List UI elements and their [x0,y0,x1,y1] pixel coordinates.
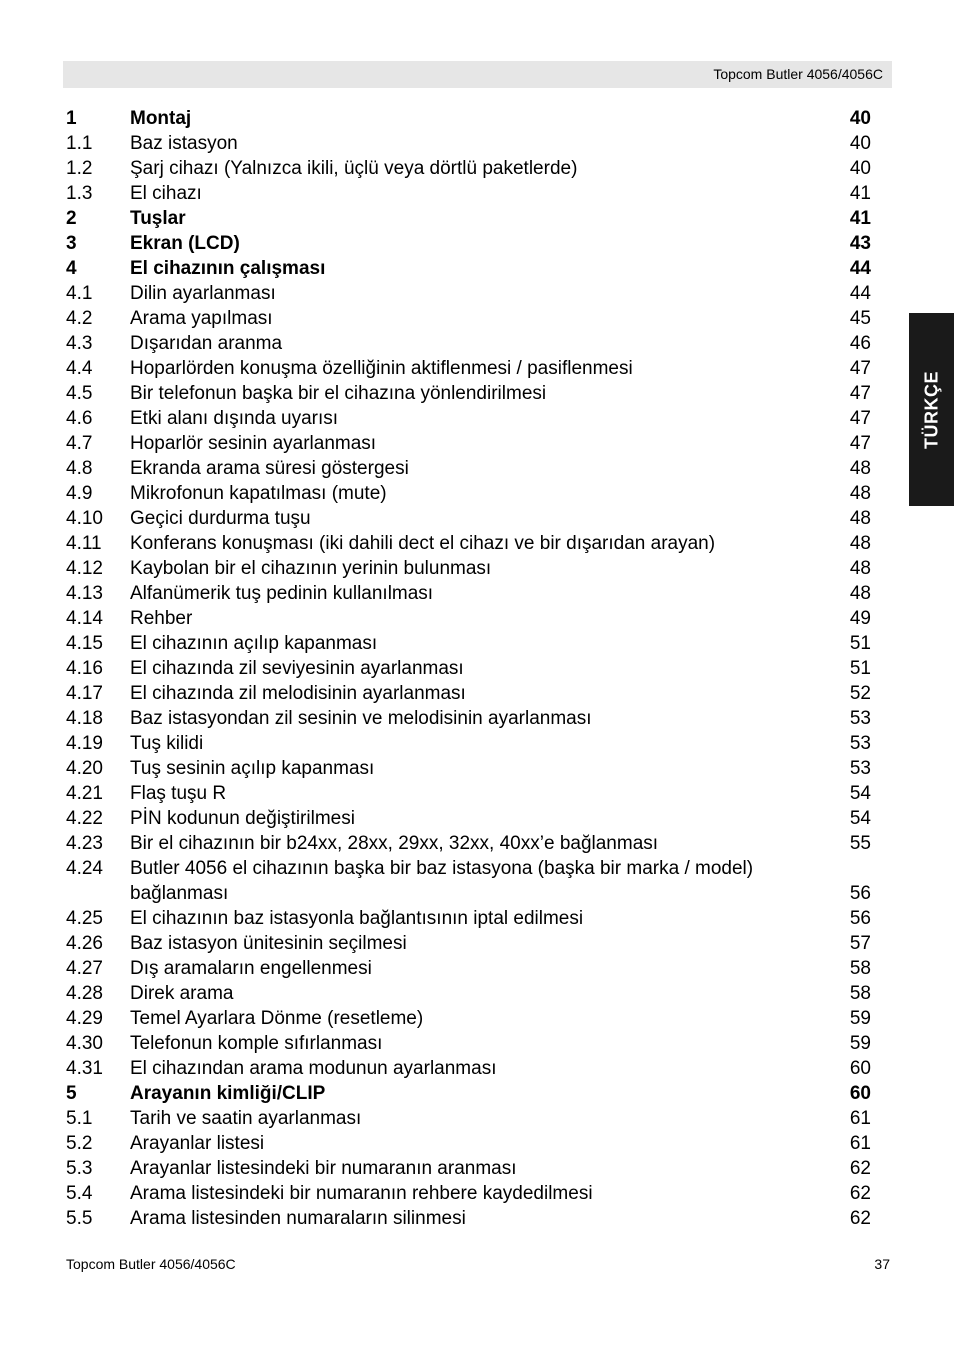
toc-entry[interactable] [66,306,871,331]
language-tab [909,313,954,506]
toc-entry-number: 4.17 [66,683,103,704]
toc-entry-number: 4.18 [66,708,103,729]
toc-entry-number: 4.8 [66,458,93,479]
toc-entry-page: 56 [849,908,871,929]
toc-entry[interactable] [66,756,871,781]
toc-entry[interactable] [66,1156,871,1181]
toc-entry-page: 47 [849,433,871,454]
toc-entry-title: Mikrofonun kapatılması (mute) [130,483,387,504]
toc-entry[interactable] [66,506,871,531]
toc-entry[interactable] [66,231,871,256]
toc-entry-number: 1.2 [66,158,93,179]
toc-entry[interactable] [66,256,871,281]
toc-entry[interactable] [66,581,871,606]
toc-entry-page: 60 [849,1058,871,1079]
toc-entry[interactable] [66,856,871,906]
toc-entry-title: PİN kodunun değiştirilmesi [130,808,355,829]
toc-entry-title: Flaş tuşu R [130,783,227,804]
toc-entry[interactable] [66,1131,871,1156]
toc-entry[interactable] [66,556,871,581]
toc-entry[interactable] [66,606,871,631]
toc-entry-page: 41 [849,208,871,229]
toc-entry-number: 4 [66,258,77,279]
toc-entry-title: Baz istasyon ünitesinin seçilmesi [130,933,407,954]
language-tab-label: TÜRKÇE [921,370,941,449]
toc-entry-number: 5.4 [66,1183,93,1204]
toc-entry-number: 4.10 [66,508,103,529]
toc-entry-number: 4.26 [66,933,103,954]
toc-entry-page: 61 [849,1133,871,1154]
toc-entry-title: Temel Ayarlara Dönme (resetleme) [130,1008,424,1029]
toc-entry-number: 4.3 [66,333,93,354]
toc-entry-title: Dış aramaların engellenmesi [130,958,372,979]
toc-entry-title: Arayanlar listesi [130,1133,265,1154]
footer-title: Topcom Butler 4056/4056C [66,1256,236,1272]
toc-entry-page: 56 [849,883,871,904]
toc-entry-page: 48 [849,508,871,529]
toc-entry-title: Hoparlörden konuşma özelliğinin aktiflenmesi / pasiflenmesi [130,358,633,379]
toc-entry-title: El cihazında zil melodisinin ayarlanması [130,683,466,704]
toc-entry-number: 4.20 [66,758,103,779]
toc-entry[interactable] [66,806,871,831]
toc-entry-number: 4.16 [66,658,103,679]
toc-entry-number: 5 [66,1083,77,1104]
toc-entry[interactable] [66,1181,871,1206]
toc-entry-number: 2 [66,208,77,229]
toc-entry-title: Alfanümerik tuş pedinin kullanılması [130,583,434,604]
toc-entry-title: Baz istasyon [130,133,238,154]
toc-entry-page: 40 [849,133,871,154]
toc-entry[interactable] [66,681,871,706]
toc-entry-page: 47 [849,358,871,379]
toc-entry[interactable] [66,131,871,156]
toc-entry-page: 62 [849,1158,871,1179]
toc-entry-number: 4.7 [66,433,93,454]
toc-entry[interactable] [66,731,871,756]
toc-entry-page: 57 [849,933,871,954]
header-bar [63,61,892,88]
toc-entry-page: 59 [849,1008,871,1029]
toc-entry-title: Konferans konuşması (iki dahili dect el cihazı ve bir dışarıdan arayan) [130,533,716,554]
toc-entry-number: 4.21 [66,783,103,804]
toc-entry-title: Bir el cihazının bir b24xx, 28xx, 29xx, 32xx, 40xx’e bağlanması [130,833,659,854]
toc-entry-number: 4.1 [66,283,93,304]
toc-entry-title: Direk arama [130,983,234,1004]
toc-entry-number: 4.28 [66,983,103,1004]
toc-entry-page: 41 [849,183,871,204]
toc-entry-title: Baz istasyondan zil sesinin ve melodisinin ayarlanması [130,708,592,729]
toc-entry[interactable] [66,431,871,456]
toc-entry-title: Şarj cihazı (Yalnızca ikili, üçlü veya dörtlü paketlerde) [130,158,578,179]
toc-entry-page: 51 [849,658,871,679]
toc-entry-number: 4.22 [66,808,103,829]
toc-entry[interactable] [66,406,871,431]
toc-entry[interactable] [66,831,871,856]
toc-entry-page: 53 [849,733,871,754]
toc-entry-title: Tuş kilidi [130,733,204,754]
toc-entry[interactable] [66,331,871,356]
toc-entry-number: 4.11 [66,533,102,554]
toc-entry-number: 3 [66,233,77,254]
toc-entry-number: 4.4 [66,358,93,379]
toc-entry-title: El cihazından arama modunun ayarlanması [130,1058,497,1079]
toc-entry-title: Rehber [130,608,193,629]
toc-entry[interactable] [66,1106,871,1131]
toc-entry-page: 55 [849,833,871,854]
toc-entry-page: 40 [849,158,871,179]
toc-entry-title: Bir telefonun başka bir el cihazına yönlendirilmesi [130,383,547,404]
toc-entry[interactable] [66,631,871,656]
toc-entry[interactable] [66,931,871,956]
toc-entry-page: 44 [849,283,871,304]
toc-entry-page: 59 [849,1033,871,1054]
page-number: 37 [874,1256,890,1272]
toc-entry[interactable] [66,1081,871,1106]
toc-entry-title: Butler 4056 el cihazının başka bir baz istasyona (başka bir marka / model) bağlanması [130,858,754,904]
toc-entry-number: 4.13 [66,583,103,604]
toc-entry-number: 4.15 [66,633,103,654]
toc-entry-number: 4.5 [66,383,93,404]
toc-entry[interactable] [66,906,871,931]
toc-entry[interactable] [66,156,871,181]
toc-entry[interactable] [66,1056,871,1081]
toc-entry-title: El cihazı [130,183,202,204]
toc-entry-page: 47 [849,383,871,404]
toc-entry-number: 4.12 [66,558,103,579]
toc-entry-page: 52 [849,683,871,704]
toc-entry-page: 54 [849,808,871,829]
toc-entry[interactable] [66,481,871,506]
toc-entry-number: 1.1 [66,133,93,154]
toc-entry-page: 60 [849,1083,871,1104]
toc-entry-page: 62 [849,1208,871,1229]
toc-entry-title: Arayanın kimliği/CLIP [130,1083,326,1104]
toc-entry-title: Ekran (LCD) [130,233,240,254]
toc-entry[interactable] [66,1031,871,1056]
toc-entry-title: Dışarıdan aranma [130,333,283,354]
toc-entry[interactable] [66,281,871,306]
toc-entry[interactable] [66,181,871,206]
toc-entry-number: 4.31 [66,1058,103,1079]
toc-entry-title: Arama listesindeki bir numaranın rehbere kaydedilmesi [130,1183,593,1204]
toc-entry[interactable] [66,1006,871,1031]
toc-entry[interactable] [66,206,871,231]
toc-entry-page: 51 [849,633,871,654]
toc-entry-number: 4.23 [66,833,103,854]
toc-entry-title: Arayanlar listesindeki bir numaranın aranması [130,1158,517,1179]
toc-entry-title: Tuş sesinin açılıp kapanması [130,758,375,779]
toc-entry-number: 1 [66,108,77,129]
toc-entry-number: 5.3 [66,1158,93,1179]
toc-entry-title: El cihazının açılıp kapanması [130,633,378,654]
toc-entry-title: El cihazının çalışması [130,258,326,279]
toc-entry-page: 48 [849,483,871,504]
toc-entry-page: 47 [849,408,871,429]
toc-entry[interactable] [66,981,871,1006]
toc-entry[interactable] [66,781,871,806]
toc-entry-page: 44 [849,258,871,279]
toc-entry-title: Kaybolan bir el cihazının yerinin bulunması [130,558,492,579]
header-title: Topcom Butler 4056/4056C [713,66,883,82]
toc-entry-page: 53 [849,758,871,779]
toc-entry-number: 5.1 [66,1108,93,1129]
toc-entry-page: 54 [849,783,871,804]
toc-entry[interactable] [66,381,871,406]
toc-entry-page: 48 [849,583,871,604]
toc-entry-page: 61 [849,1108,871,1129]
toc-entry[interactable] [66,706,871,731]
toc-entry[interactable] [66,106,871,131]
toc-entry-page: 46 [849,333,871,354]
toc-entry-title: Arama yapılması [130,308,273,329]
toc-entry-number: 4.9 [66,483,93,504]
toc-entry-number: 4.27 [66,958,103,979]
toc-entry-number: 4.29 [66,1008,103,1029]
toc-entry-title: El cihazında zil seviyesinin ayarlanması [130,658,464,679]
toc-entry-title: Dilin ayarlanması [130,283,276,304]
toc-entry-title: Telefonun komple sıfırlanması [130,1033,383,1054]
toc-entry-page: 45 [849,308,871,329]
table-of-contents [66,106,871,1231]
toc-entry-title: Geçici durdurma tuşu [130,508,311,529]
toc-entry-page: 62 [849,1183,871,1204]
toc-entry-page: 53 [849,708,871,729]
toc-entry-page: 58 [849,958,871,979]
toc-entry[interactable] [66,656,871,681]
toc-entry-number: 5.5 [66,1208,93,1229]
toc-entry[interactable] [66,1206,871,1231]
toc-entry-number: 5.2 [66,1133,93,1154]
toc-entry-page: 40 [849,108,871,129]
toc-entry-page: 48 [849,558,871,579]
toc-entry-title: Arama listesinden numaraların silinmesi [130,1208,466,1229]
toc-entry-number: 4.6 [66,408,93,429]
toc-entry-title: El cihazının baz istasyonla bağlantısının iptal edilmesi [130,908,584,929]
toc-entry-number: 4.24 [66,858,103,879]
toc-entry-page: 48 [849,458,871,479]
toc-entry-title: Montaj [130,108,192,129]
toc-entry[interactable] [66,956,871,981]
toc-entry-number: 4.19 [66,733,103,754]
toc-entry-page: 58 [849,983,871,1004]
toc-entry[interactable] [66,456,871,481]
toc-entry-title: Hoparlör sesinin ayarlanması [130,433,377,454]
toc-entry-title: Ekranda arama süresi göstergesi [130,458,409,479]
toc-entry-title: Tuşlar [130,208,186,229]
toc-entry-number: 1.3 [66,183,93,204]
toc-entry-page: 49 [849,608,871,629]
toc-entry-number: 4.30 [66,1033,103,1054]
toc-entry-page: 48 [849,533,871,554]
toc-entry-title: Etki alanı dışında uyarısı [130,408,339,429]
toc-entry-number: 4.25 [66,908,103,929]
toc-entry-number: 4.14 [66,608,103,629]
toc-entry-title: Tarih ve saatin ayarlanması [130,1108,362,1129]
toc-entry[interactable] [66,531,871,556]
toc-entry-number: 4.2 [66,308,93,329]
toc-entry-page: 43 [849,233,871,254]
toc-entry[interactable] [66,356,871,381]
